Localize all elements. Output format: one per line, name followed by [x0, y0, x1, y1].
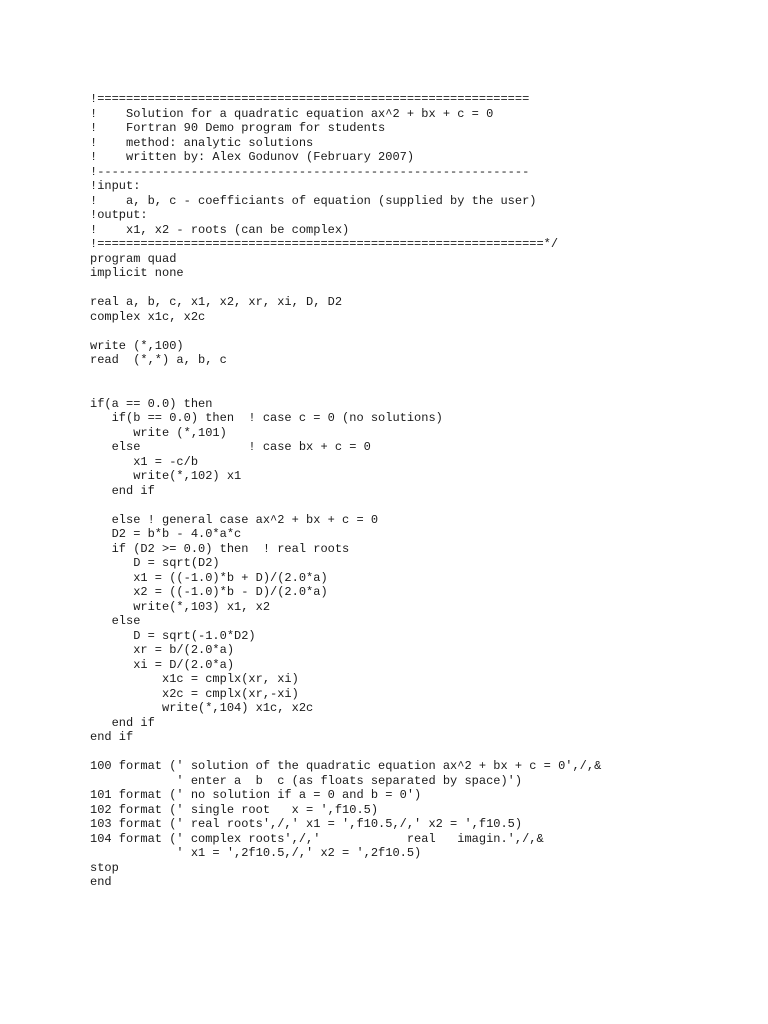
code-line: ! written by: Alex Godunov (February 2007): [90, 150, 415, 164]
code-line: real a, b, c, x1, x2, xr, xi, D, D2: [90, 295, 343, 309]
code-line: 100 format (' solution of the quadratic equation ax^2 + bx + c = 0',/,&: [90, 759, 602, 773]
code-line: [90, 382, 601, 397]
code-line: !input:: [90, 179, 141, 193]
code-line: write (*,101): [90, 425, 227, 440]
code-line: stop: [90, 860, 119, 875]
code-line: end if: [90, 730, 134, 744]
code-line: 101 format (' no solution if a = 0 and b = 0'): [90, 788, 422, 802]
code-line: !output:: [90, 208, 148, 222]
code-line: x1 = -c/b: [90, 454, 199, 469]
code-line: [90, 498, 601, 513]
code-line: write(*,104) x1c, x2c: [90, 701, 314, 715]
code-line: D2 = b*b - 4.0*a*c: [90, 527, 242, 541]
code-line: end if: [90, 715, 155, 730]
code-line: if (D2 >= 0.0) then ! real roots: [90, 541, 350, 556]
code-line: ! Fortran 90 Demo program for students: [90, 121, 386, 135]
code-line: read (*,*) a, b, c: [90, 353, 227, 367]
code-line: xr = b/(2.0*a): [90, 643, 235, 657]
code-line: if(a == 0.0) then: [90, 396, 213, 411]
code-line: 102 format (' single root x = ',f10.5): [90, 802, 379, 817]
code-line: 103 format (' real roots',/,' x1 = ',f10.5,/,' x2 = ',f10.5): [90, 817, 523, 831]
code-line: [90, 368, 601, 383]
code-line: else ! case bx + c = 0: [90, 440, 371, 454]
code-line: ! Solution for a quadratic equation ax^2 + bx + c = 0: [90, 106, 494, 121]
code-line: complex x1c, x2c: [90, 309, 206, 324]
code-line: ! x1, x2 - roots (can be complex): [90, 222, 350, 237]
code-line: !==============================================================*/: [90, 237, 559, 251]
code-line: else ! general case ax^2 + bx + c = 0: [90, 512, 379, 527]
code-line: xi = D/(2.0*a): [90, 657, 235, 672]
code-line: end if: [90, 483, 155, 498]
code-line: !------------------------------------------------------------: [90, 164, 530, 179]
code-line: x1 = ((-1.0)*b + D)/(2.0*a): [90, 570, 328, 585]
code-line: x2c = cmplx(xr,-xi): [90, 686, 299, 701]
code-line: implicit none: [90, 266, 184, 280]
code-line: 104 format (' complex roots',/,' real imagin.',/,&: [90, 831, 544, 846]
code-line: write(*,103) x1, x2: [90, 599, 271, 614]
code-line: [90, 281, 601, 296]
code-line: [90, 745, 601, 760]
code-line: ' enter a b c (as floats separated by space)'): [90, 773, 523, 788]
code-line: [90, 324, 601, 339]
code-line: end: [90, 875, 112, 889]
code-line: D = sqrt(-1.0*D2): [90, 628, 256, 643]
code-line: ! a, b, c - coefficiants of equation (supplied by the user): [90, 193, 537, 208]
code-line: ! method: analytic solutions: [90, 135, 314, 150]
code-line: x2 = ((-1.0)*b - D)/(2.0*a): [90, 585, 328, 599]
fortran-source-listing: [90, 92, 601, 890]
code-line: !============================================================: [90, 92, 530, 106]
code-line: if(b == 0.0) then ! case c = 0 (no solutions): [90, 411, 443, 425]
code-line: D = sqrt(D2): [90, 556, 220, 570]
code-line: write(*,102) x1: [90, 469, 242, 483]
code-line: else: [90, 614, 141, 628]
code-line: write (*,100): [90, 338, 184, 353]
code-line: x1c = cmplx(xr, xi): [90, 672, 299, 686]
code-line: ' x1 = ',2f10.5,/,' x2 = ',2f10.5): [90, 846, 422, 860]
code-line: program quad: [90, 251, 177, 266]
